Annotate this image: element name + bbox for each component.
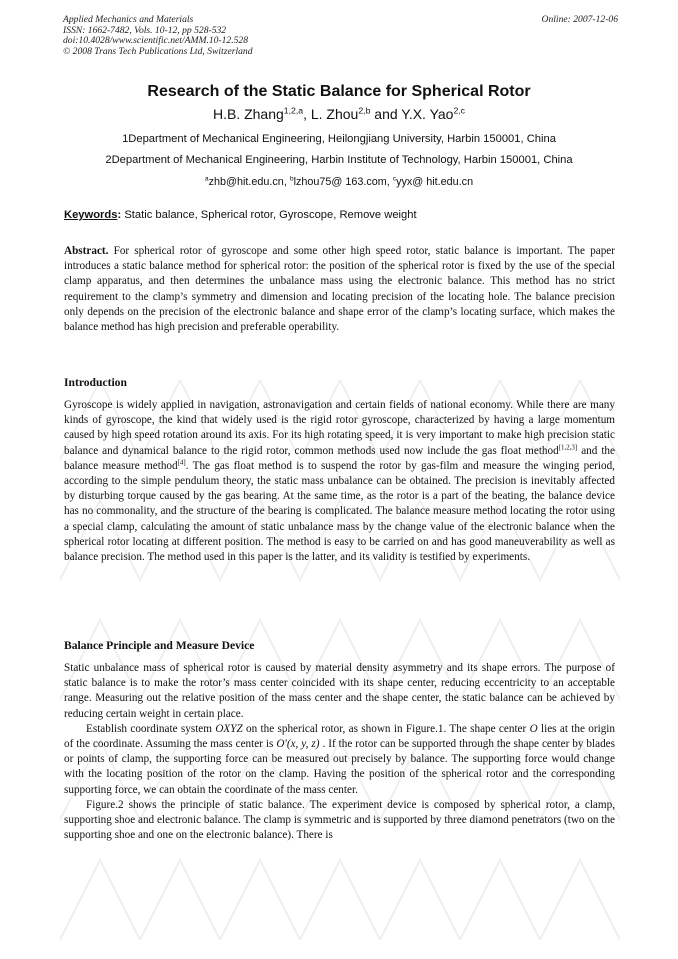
intro-text-2: and the balance measure method	[64, 444, 615, 472]
abstract-text: For spherical rotor of gyroscope and some other high speed rotor, static balance is important. The paper introduces a static balance method for spherical rotor: the position of the spherical rotor is fixed by the use of the special clamp apparatus, and then determines the unbalance mass using the electronic balance. This method has no strict requirement to the clamp’s symmetry and dimension and locating precision of the locating hole. The balance precision only depends on the precision of the electronic balance and shape error of the clamp’s locating surface, which makes the balance method has high precision and preferable operability.	[64, 245, 615, 334]
issn-line: ISSN: 1662-7482, Vols. 10-12, pp 528-532	[63, 24, 227, 36]
citation-4[interactable]: [4]	[177, 458, 186, 467]
author-3: and Y.X. Yao	[370, 106, 454, 122]
online-date: Online: 2007-12-06	[541, 14, 618, 25]
keywords-label: Keywords	[64, 209, 118, 221]
balance-paragraph-2	[64, 722, 615, 798]
author-list	[0, 106, 678, 122]
email-a-marker: a	[204, 175, 209, 183]
intro-text-3: . The gas float method is to suspend the rotor by gas-film and measure the winging period, according to the simple pendulum theory, the static mass unbalance can be obtained. The precision is inevitably affected by disturbing torque caused by the gas bearing. At the same time, as the rotor is a part of the beating, the balance device has no commonality, and the structure of the bearing is complicated. The balance measure method locating the rotor using a special clamp, calculating the amount of static unbalance mass by the change value of the electronic balance when the spherical rotor locating at different position. The method is easy to be carried on and has good maneuverability as well as balance precision. The method used in this paper is the latter, and its validity is testified by experiments.	[64, 459, 615, 564]
balance-body	[64, 661, 615, 843]
abstract-label: Abstract.	[64, 245, 109, 257]
citation-1-2-3[interactable]: [1,2,3]	[558, 442, 578, 451]
keywords-line	[64, 209, 417, 221]
affiliation-2: 2Department of Mechanical Engineering, Harbin Institute of Technology, Harbin 150001, China	[105, 154, 573, 166]
intro-text-1: Gyroscope is widely applied in navigation, astronavigation and certain fields of national economy. While there are many kinds of gyroscope, the kind that widely used is the rigid rotor gyroscope, characterized by having a large momentum caused by high speed rotation around its axis. For its high rotating speed, it is very important to make high precision static balance and dynamical balance to the rigid rotor, common methods used now include the gas float method	[64, 399, 615, 457]
introduction-body	[64, 398, 615, 565]
email-a[interactable]: zhb@hit.edu.cn,	[208, 176, 290, 188]
email-b-marker: b	[289, 175, 294, 183]
p2-text-c: lies at the origin of the coordinate. Assuming the mass center is	[64, 722, 615, 751]
p2-text-a: Establish coordinate system	[86, 722, 216, 735]
balance-heading: Balance Principle and Measure Device	[64, 639, 255, 652]
introduction-heading: Introduction	[64, 376, 127, 389]
author-2: , L. Zhou	[303, 106, 359, 122]
abstract	[64, 244, 615, 335]
email-b[interactable]: lzhou75@ 163.com,	[293, 176, 393, 188]
email-c-marker: c	[392, 175, 397, 183]
p2-text-b: on the spherical rotor, as shown in Figure.1. The shape center	[242, 722, 530, 735]
affiliation-1: 1Department of Mechanical Engineering, Heilongjiang University, Harbin 150001, China	[122, 133, 556, 145]
author-2-affil: 2,b	[358, 105, 371, 116]
doi-line: doi:10.4028/www.scientific.net/AMM.10-12.528	[63, 35, 249, 47]
balance-paragraph-1: Static unbalance mass of spherical rotor is caused by material density asymmetry and its shape errors. The purpose of static balance is to make the rotor’s mass center coincided with its shape center, reducing eccentricity to an acceptable range. Measuring out the relative position of the mass center and the shape center, the static balance can be achieved by reducing certain weight in certain place.	[64, 662, 615, 720]
copyright-line: © 2008 Trans Tech Publications Ltd, Switzerland	[63, 45, 253, 57]
math-o: O	[529, 722, 538, 735]
balance-paragraph-3: Figure.2 shows the principle of static balance. The experiment device is composed by spherical rotor, a clamp, supporting shoe and electronic balance. The clamp is symmetric and is supported by three diamond penetrators (two on the supporting shoe and one on the electronic balance). There is	[64, 798, 615, 842]
author-1-affil: 1,2,a	[283, 105, 304, 116]
math-mass-center: O′(x, y, z)	[276, 738, 320, 751]
p2-text-d: . If the rotor can be supported through the shape center by blades or points of clamp, the supporting force can be measured out precisely by balance. The supporting force would change with the locating position of the rotor on the clamp. Having the position of the spherical rotor and the corresponding supporting force, we can obtain the coordinate of the mass center.	[64, 738, 615, 796]
keywords-text: Static balance, Spherical rotor, Gyroscope, Remove weight	[124, 209, 417, 221]
author-emails	[0, 176, 678, 188]
keywords-colon: :	[117, 209, 125, 221]
author-3-affil: 2,c	[453, 105, 466, 116]
author-1: H.B. Zhang	[212, 106, 284, 122]
journal-name: Applied Mechanics and Materials	[63, 14, 194, 25]
math-oxyz: OXYZ	[215, 722, 243, 735]
publication-header	[63, 15, 618, 57]
paper-title: Research of the Static Balance for Spherical Rotor	[147, 83, 531, 100]
email-c[interactable]: yyx@ hit.edu.cn	[396, 176, 474, 188]
